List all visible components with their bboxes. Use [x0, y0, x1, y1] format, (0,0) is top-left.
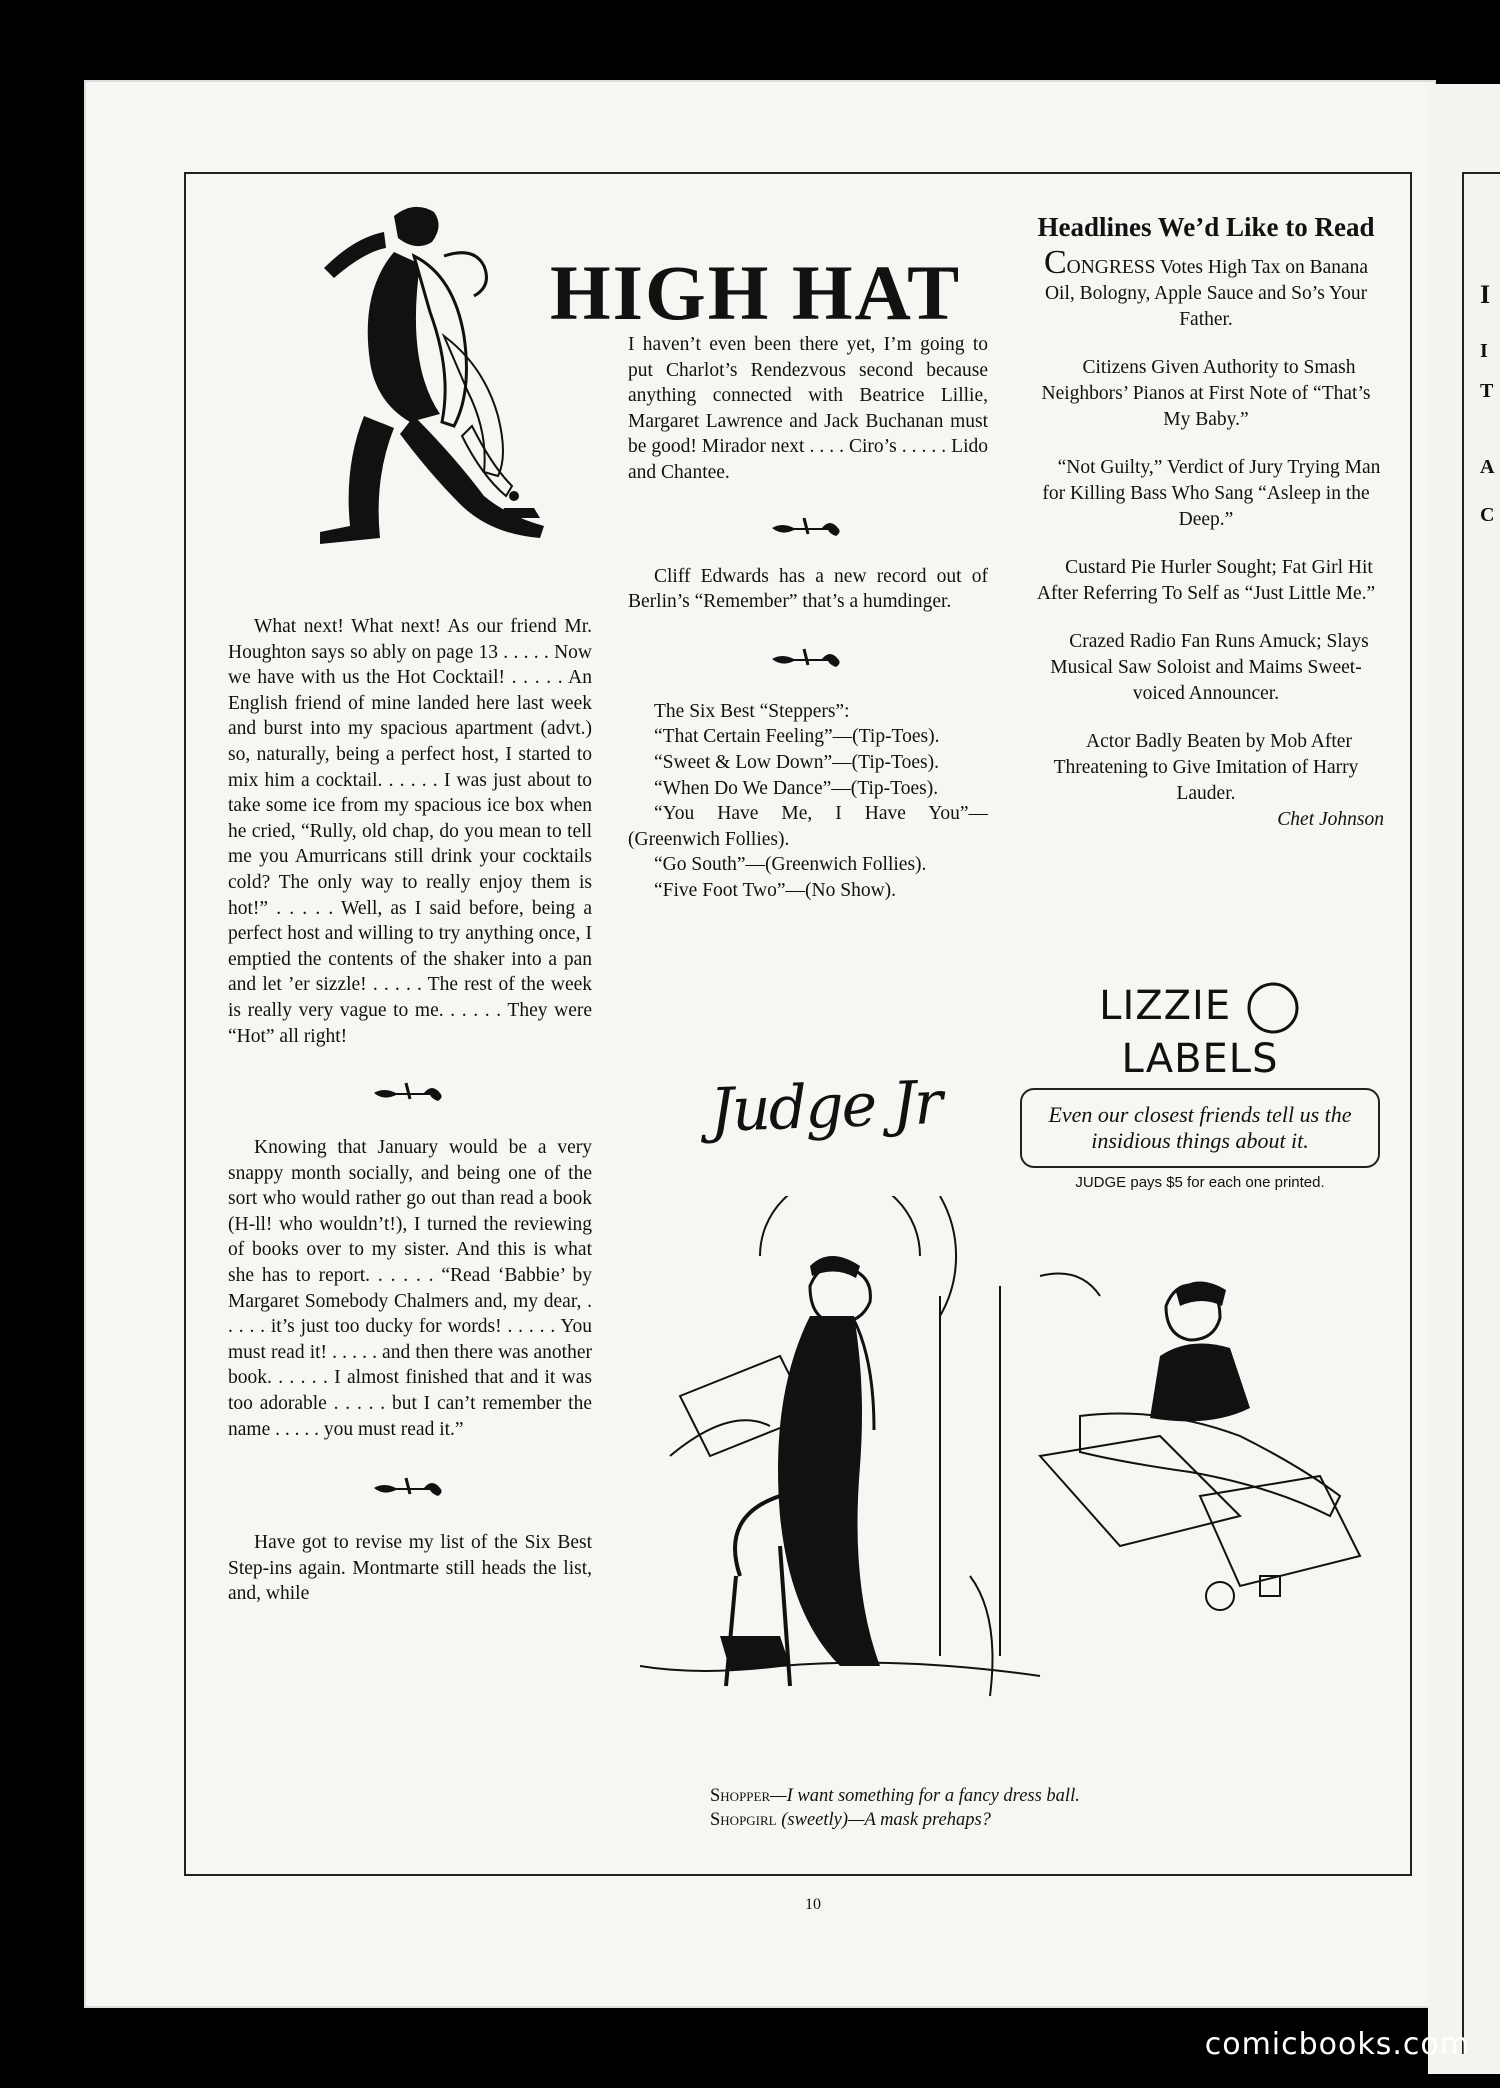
steppers-list: [628, 699, 988, 904]
article-paragraph: Have got to revise my list of the Six Best Step-ins again. Montmarte still heads the list, and, while: [228, 1532, 592, 1605]
ornament-divider-icon: [768, 645, 848, 669]
article-paragraph: Cliff Edwards has a new record out of Berlin’s “Remember” that’s a humdinger.: [628, 565, 988, 613]
headlines-title: Headlines We’d Like to Read: [1037, 212, 1375, 242]
next-page-fragment: A: [1480, 456, 1495, 478]
dropcap: C: [1043, 244, 1067, 281]
next-page-border: [1462, 172, 1500, 2054]
caption-text: —A mask prehaps?: [848, 1810, 991, 1830]
headlines-author: Chet Johnson: [1277, 809, 1384, 830]
next-page-fragment: C: [1480, 504, 1495, 526]
ornament-divider-icon: [370, 1079, 450, 1103]
article-column-2: [628, 332, 988, 904]
ornament-divider-icon: [768, 514, 848, 538]
headline-item: [1028, 244, 1384, 333]
steppers-intro: The Six Best “Steppers”:: [654, 700, 850, 722]
cartoon-caption: [710, 1784, 1080, 1832]
headline-text: ONGRESS Votes High Tax on Banana Oil, Bologny, Apple Sauce and So’s Your Father.: [1044, 257, 1369, 330]
list-item: “When Do We Dance”—(Tip-Toes).: [654, 777, 939, 799]
watermark: comicbooks.com: [1204, 2027, 1470, 2062]
caption-text: —I want something for a fancy dress ball.: [770, 1786, 1080, 1806]
next-page-fragment: I: [1480, 280, 1491, 309]
article-paragraph: I haven’t even been there yet, I’m going to put Charlot’s Rendezvous second because anything connected with Beatrice Lillie, Margaret Lawrence and Jack Buchanan must be good! Mirador next . . . . Ciro’s . . . . . Lido and Chantee.: [628, 334, 988, 483]
caption-line: [710, 1784, 1080, 1808]
dancing-couple-illustration: [244, 196, 564, 576]
caption-aside: (sweetly): [781, 1810, 849, 1830]
logo-right: LABELS: [1121, 1036, 1279, 1082]
headline-item: Crazed Radio Fan Runs Amuck; Slays Musical Saw Soloist and Maims Sweet-voiced Announcer.: [1050, 631, 1369, 704]
circle-icon: [1245, 980, 1301, 1036]
article-column-1: [228, 614, 592, 1607]
article-title: HIGH HAT: [550, 249, 962, 337]
caption-line: [710, 1808, 1080, 1832]
article-paragraph: What next! What next! As our friend Mr. Houghton says so ably on page 13 . . . . . Now we have with us the Hot Cocktail! . . . . . An English friend of mine landed here last week and burst into my spacious apartment (advt.) so, naturally, being a perfect host, I started to mix him a cocktail. . . . . . I was just about to take some ice from my spacious ice box when he cried, “Rully, old chap, do you mean to tell me you Amurricans still drink your cocktails cold? The only way to really enjoy them is hot!” . . . . . Well, as I said before, being a perfect host and willing to try anything once, I emptied the contents of the shaker into a pan and let ’er sizzle! . . . . . The rest of the week is really very vague to me. . . . . . They were “Hot” all right!: [228, 616, 592, 1047]
list-item: “Five Foot Two”—(No Show).: [654, 879, 897, 901]
next-page-fragment: T: [1480, 380, 1494, 402]
list-item: “Go South”—(Greenwich Follies).: [654, 854, 927, 876]
page-number: 10: [805, 1896, 821, 1913]
signature: Judge Jr: [708, 1067, 942, 1147]
lizzie-tagline: Even our closest friends tell us the insidious things about it.: [1020, 1088, 1380, 1168]
headlines-column: [1028, 212, 1384, 833]
lizzie-labels-ad: [1020, 980, 1380, 1191]
caption-speaker: Shopper: [710, 1786, 771, 1806]
lizzie-labels-logo: [1020, 980, 1380, 1082]
caption-speaker: Shopgirl: [710, 1810, 777, 1830]
headline-item: Actor Badly Beaten by Mob After Threatening to Give Imitation of Harry Lauder.: [1053, 731, 1359, 804]
ornament-divider-icon: [370, 1474, 450, 1498]
next-page-edge: [1428, 84, 1500, 2074]
next-page-fragment: I: [1480, 340, 1488, 362]
headline-item: Custard Pie Hurler Sought; Fat Girl Hit After Referring To Self as “Just Little Me.”: [1036, 557, 1376, 604]
list-item: “That Certain Feeling”—(Tip-Toes).: [654, 726, 940, 748]
list-item: “Sweet & Low Down”—(Tip-Toes).: [654, 751, 939, 773]
headline-item: “Not Guilty,” Verdict of Jury Trying Man for Killing Bass Who Sang “Asleep in the Deep.”: [1042, 457, 1381, 530]
list-item: “You Have Me, I Have You”—(Greenwich Follies).: [628, 803, 988, 850]
lizzie-footer: JUDGE pays $5 for each one printed.: [1075, 1174, 1325, 1191]
logo-left: LIZZIE: [1099, 983, 1232, 1029]
headline-item: Citizens Given Authority to Smash Neighbors’ Pianos at First Note of “That’s My Baby.”: [1041, 357, 1371, 430]
article-paragraph: Knowing that January would be a very snappy month socially, and being one of the sort who would rather go out than read a book (H-ll! who wouldn’t!), I turned the reviewing of books over to my sister. And this is what she has to report. . . . . . “Read ‘Babbie’ by Margaret Somebody Chalmers and, my dear, . . . . . it’s just too ducky for words! . . . . . You must read it! . . . . . and then there was another book. . . . . . I almost finished that and it was too adorable . . . . . but I can’t remember the name . . . . . you must read it.”: [228, 1137, 592, 1440]
shopper-cartoon-illustration: [640, 1196, 1380, 1776]
